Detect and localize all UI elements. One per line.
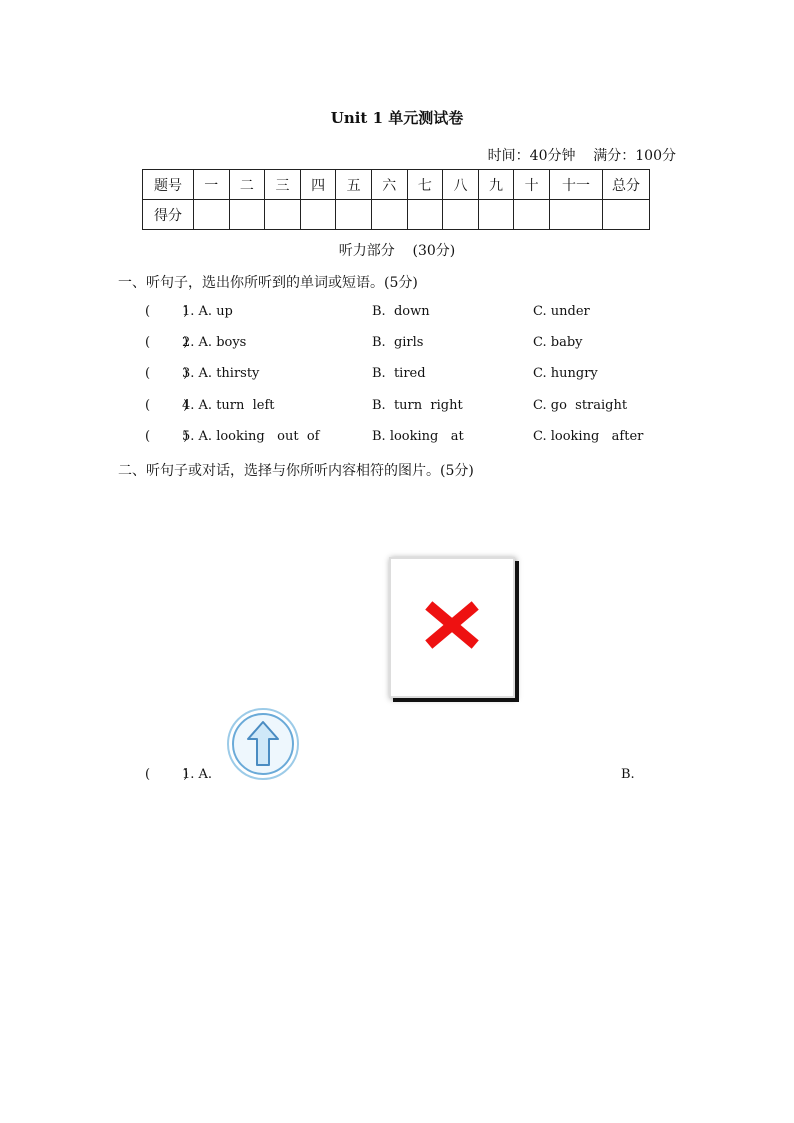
- option-c: C. under: [533, 304, 590, 319]
- answer-blank[interactable]: ( ): [145, 366, 189, 381]
- score-header-cell: 五: [336, 170, 372, 200]
- option-b: B.: [621, 767, 635, 782]
- option-b: B. tired: [372, 366, 426, 381]
- score-header-cell: 六: [371, 170, 407, 200]
- option-c: C. looking after: [533, 429, 644, 444]
- score-header-cell: 四: [300, 170, 336, 200]
- score-table-score-row: [143, 200, 650, 230]
- score-header-cell: 题号: [143, 170, 194, 200]
- answer-blank[interactable]: ( ): [145, 767, 189, 782]
- score-cell: [514, 200, 550, 230]
- score-cell: [443, 200, 479, 230]
- option-a: 4. A. turn left: [182, 398, 275, 413]
- question-row: [145, 429, 665, 447]
- score-cell: [194, 200, 230, 230]
- score-header-cell: 八: [443, 170, 479, 200]
- score-table-header-row: [143, 170, 650, 200]
- option-a: 2. A. boys: [182, 335, 247, 350]
- answer-blank[interactable]: ( ): [145, 398, 189, 413]
- option-b: B. turn right: [372, 398, 463, 413]
- part-title: 听力部分 (30分): [338, 243, 456, 259]
- answer-blank[interactable]: ( ): [145, 335, 189, 350]
- question-row: [145, 767, 645, 785]
- score-cell: [407, 200, 443, 230]
- score-header-cell: 三: [265, 170, 301, 200]
- score-header-cell: 九: [478, 170, 514, 200]
- score-cell: [603, 200, 650, 230]
- question-row: [145, 335, 665, 353]
- option-c: C. go straight: [533, 398, 628, 413]
- section1-heading: 一、听句子，选出你所听到的单词或短语。(5分): [118, 275, 418, 291]
- broken-x-icon: [391, 559, 513, 696]
- option-c: C. baby: [533, 335, 583, 350]
- answer-blank[interactable]: ( ): [145, 429, 189, 444]
- score-header-cell: 二: [229, 170, 265, 200]
- section2-heading: 二、听句子或对话，选择与你所听内容相符的图片。(5分): [118, 463, 474, 479]
- option-b: B. looking at: [372, 429, 464, 444]
- option-b: B. down: [372, 304, 430, 319]
- score-header-cell: 七: [407, 170, 443, 200]
- option-a: 1. A.: [182, 767, 213, 782]
- broken-image-icon: [389, 557, 515, 698]
- option-c: C. hungry: [533, 366, 598, 381]
- score-cell: [336, 200, 372, 230]
- score-header-cell: 十: [514, 170, 550, 200]
- score-cell: [371, 200, 407, 230]
- score-table: [142, 169, 650, 230]
- score-header-cell: 十一: [550, 170, 603, 200]
- question-row: [145, 304, 665, 322]
- option-a: 1. A. up: [182, 304, 233, 319]
- score-cell: [550, 200, 603, 230]
- score-row-label: 得分: [143, 200, 194, 230]
- score-cell: [265, 200, 301, 230]
- option-b: B. girls: [372, 335, 424, 350]
- answer-blank[interactable]: ( ): [145, 304, 189, 319]
- question-row: [145, 366, 665, 384]
- exam-meta: 时间：40分钟 满分：100分: [487, 148, 676, 164]
- score-cell: [300, 200, 336, 230]
- score-cell: [229, 200, 265, 230]
- page-title: Unit 1 单元测试卷: [330, 109, 464, 127]
- option-a: 5. A. looking out of: [182, 429, 320, 444]
- option-a: 3. A. thirsty: [182, 366, 260, 381]
- score-cell: [478, 200, 514, 230]
- question-row: [145, 398, 665, 416]
- score-header-cell: 总分: [603, 170, 650, 200]
- score-header-cell: 一: [194, 170, 230, 200]
